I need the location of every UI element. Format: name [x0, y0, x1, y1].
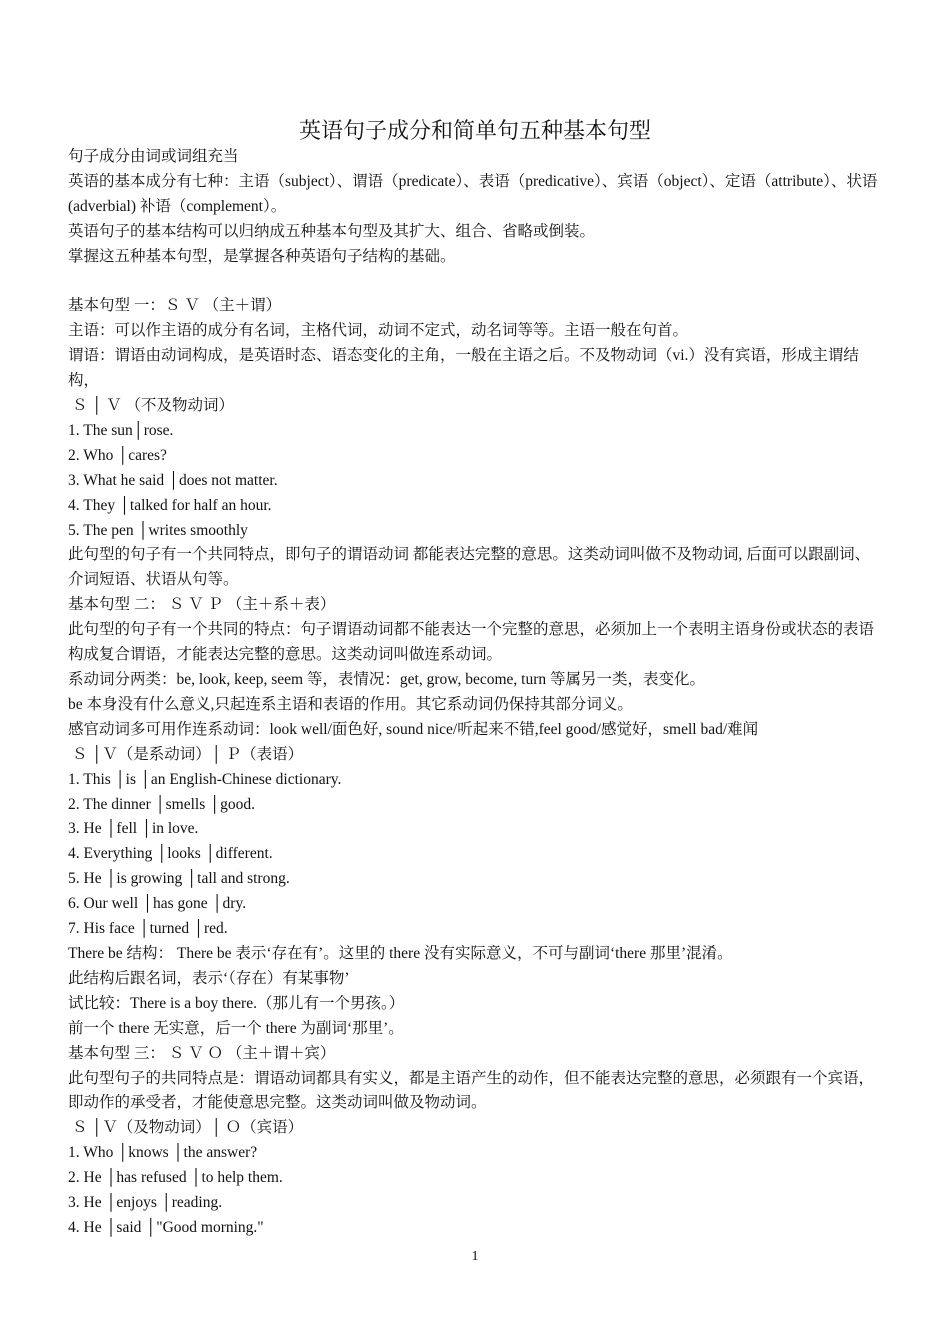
text-line: 4. He │said │"Good morning.": [68, 1218, 264, 1236]
text-line: 句子成分由词或词组充当: [68, 148, 239, 165]
text-line: 5. The pen │writes smoothly: [68, 521, 248, 539]
text-line: 基本句型 三： Ｓ Ｖ Ｏ （主＋谓＋宾）: [68, 1044, 336, 1062]
text-line: 1. Who │knows │the answer?: [68, 1144, 258, 1162]
text-line: 6. Our well │has gone │dry.: [68, 895, 247, 913]
text-line: 感官动词多可用作连系动词：look well/面色好, sound nice/听起来不错,feel good/感觉好，smell bad/难闻: [68, 720, 759, 738]
text-line: 英语句子的基本结构可以归纳成五种基本句型及其扩大、组合、省略或倒装。: [68, 222, 596, 240]
text-line: 此结构后跟名词，表示‘（存在）有某事物’: [68, 969, 350, 987]
text-line: 2. Who │cares?: [68, 446, 167, 464]
text-line: 前一个 there 无实意，后一个 there 为副词‘那里’。: [68, 1019, 404, 1037]
text-line: 2. He │has refused │to help them.: [68, 1169, 283, 1187]
text-line: 系动词分两类：be, look, keep, seem 等，表情况：get, grow, become, turn 等属另一类，表变化。: [68, 671, 705, 689]
text-line: 3. He │enjoys │reading.: [68, 1194, 223, 1212]
text-line: 基本句型 一：Ｓ Ｖ （主＋谓）: [68, 297, 282, 315]
text-line: 此句型的句子有一个共同的特点：句子谓语动词都不能表达一个完整的意思，必须加上一个表明主语身份或状态的表语构成复合谓语，才能表达完整的意思。这类动词叫做连系动词。: [68, 621, 875, 664]
text-line: Ｓ │Ｖ（是系动词）│ Ｐ（表语）: [68, 745, 304, 763]
text-line: be 本身没有什么意义,只起连系主语和表语的作用。其它系动词仍保持其部分词义。: [68, 695, 633, 713]
document-body: [68, 145, 884, 1241]
text-line: 4. Everything │looks │different.: [68, 845, 273, 863]
document-title: 英语句子成分和简单句五种基本句型: [298, 118, 651, 143]
text-line: There be 结构： There be 表示‘存在有’。这里的 there 没有实际意义，不可与副词‘there 那里’混淆。: [68, 944, 733, 962]
text-line: 5. He │is growing │tall and strong.: [68, 870, 290, 888]
text-line: 3. He │fell │in love.: [68, 820, 199, 838]
text-line: 7. His face │turned │red.: [68, 920, 228, 938]
text-line: 此句型的句子有一个共同特点，即句子的谓语动词 都能表达完整的意思。这类动词叫做不及物动词, 后面可以跟副词、介词短语、状语从句等。: [68, 546, 871, 589]
text-line: Ｓ │ Ｖ （不及物动词）: [68, 397, 234, 415]
text-line: 4. They │talked for half an hour.: [68, 496, 272, 514]
text-line: 主语：可以作主语的成分有名词，主格代词，动词不定式，动名词等等。主语一般在句首。: [68, 322, 689, 340]
text-line: 谓语：谓语由动词构成，是英语时态、语态变化的主角，一般在主语之后。不及物动词（vi.）没有宾语，形成主谓结构，: [68, 347, 859, 390]
text-line: 1. The sun│rose.: [68, 421, 174, 439]
blank-line: [68, 270, 884, 295]
text-line: Ｓ │Ｖ（及物动词）│ Ｏ（宾语）: [68, 1119, 304, 1137]
page-number: 1: [471, 1249, 479, 1264]
text-line: 此句型句子的共同特点是：谓语动词都具有实义，都是主语产生的动作，但不能表达完整的意思，必须跟有一个宾语，即动作的承受者，才能使意思完整。这类动词叫做及物动词。: [68, 1069, 875, 1112]
text-line: 3. What he said │does not matter.: [68, 471, 278, 489]
text-line: 基本句型 二： Ｓ Ｖ Ｐ （主＋系＋表）: [68, 596, 336, 614]
text-line: 1. This │is │an English-Chinese dictionary.: [68, 770, 342, 788]
text-line: 试比较：There is a boy there.（那儿有一个男孩。）: [68, 994, 405, 1012]
text-line: 英语的基本成分有七种：主语（subject）、谓语（predicate）、表语（predicative）、宾语（object）、定语（attribute）、状语(adverbial) 补语（complement）。: [68, 172, 878, 215]
text-line: 2. The dinner │smells │good.: [68, 795, 255, 813]
text-line: 掌握这五种基本句型，是掌握各种英语句子结构的基础。: [68, 247, 456, 265]
